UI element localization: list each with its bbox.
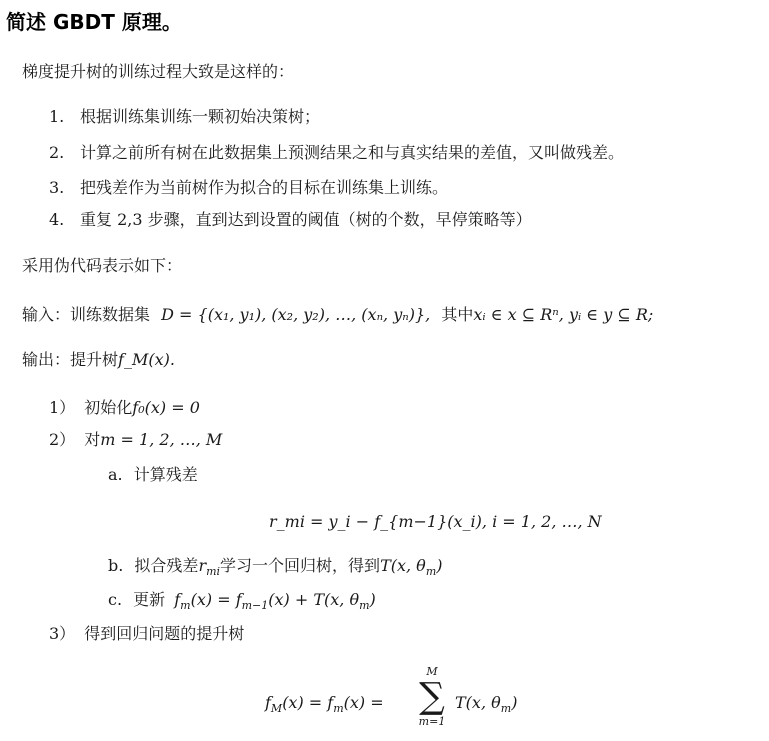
loop-formula: m = 1, 2, …, M: [100, 430, 223, 449]
step-number: 4.: [49, 210, 65, 229]
output-label: 输出：提升树: [22, 350, 119, 369]
algo-step-text: 对: [84, 430, 101, 449]
output-line: [22, 350, 175, 370]
substep-text: 拟合残差: [134, 556, 199, 575]
input-label: 输入：训练数据集: [22, 305, 151, 324]
step-text: 把残差作为当前树作为拟合的目标在训练集上训练。: [80, 178, 449, 197]
step-number: 1.: [49, 107, 65, 126]
algo-step-2: [49, 430, 222, 450]
page-title: 简述 GBDT 原理。: [6, 10, 182, 34]
algo-step-3: [49, 624, 244, 644]
step-text: 根据训练集训练一颗初始决策树；: [80, 107, 321, 126]
output-formula: f_M(x).: [118, 350, 175, 369]
step-number: 2.: [49, 143, 65, 162]
step-number: 3.: [49, 178, 65, 197]
input-dataset-formula: D = {(x₁, y₁), (x₂, y₂), …, (xₙ, yₙ)},: [161, 305, 431, 324]
substep-letter: b.: [108, 556, 124, 575]
sum-upper-limit: M: [426, 665, 438, 678]
sum-lower-limit: m=1: [418, 715, 446, 728]
final-rhs: T(x, $\theta_m$): [455, 693, 518, 716]
algo-step-number: 2）: [49, 430, 76, 449]
substep-letter: a.: [108, 465, 123, 484]
residual-equation: r_mi = y_i − f_{m−1}(x_i), i = 1, 2, …, N: [269, 512, 602, 531]
substep-text: 计算残差: [133, 465, 198, 484]
step-text: 重复 2,3 步骤，直到达到设置的阈值（树的个数，早停策略等）: [80, 210, 532, 229]
algo-step-1: [49, 398, 200, 418]
pseudo-intro: 采用伪代码表示如下：: [22, 256, 183, 275]
substep-b: b. 拟合残差$r_{mi}$学习一个回归树，得到T(x, $\theta_m$): [108, 556, 443, 579]
algo-step-text: 初始化: [84, 398, 133, 417]
substep-text: 更新: [133, 590, 166, 609]
algo-step-number: 1）: [49, 398, 76, 417]
final-lhs: $f_M(x) = f_m(x)$ =: [265, 693, 384, 716]
summation-symbol: [410, 666, 454, 728]
algo-step-text: 得到回归问题的提升树: [84, 624, 245, 643]
input-where-text: 其中: [441, 305, 474, 324]
algo-step-number: 3）: [49, 624, 76, 643]
substep-c: c. 更新 $f_m(x) = f_{m-1}(x) + T(x$, $\theta_m$): [108, 590, 376, 613]
step-text: 计算之前所有树在此数据集上预测结果之和与真实结果的差值，又叫做残差。: [80, 143, 625, 162]
input-line: [22, 305, 653, 325]
substep-letter: c.: [108, 590, 123, 609]
sigma-icon: ∑: [419, 676, 445, 717]
substep-a: [108, 465, 198, 485]
input-condition-formula: xᵢ ∈ x ⊆ Rⁿ, yᵢ ∈ y ⊆ R;: [473, 305, 654, 324]
intro-text: 梯度提升树的训练过程大致是这样的：: [22, 62, 295, 81]
init-formula: f₀(x) = 0: [132, 398, 200, 417]
substep-text-mid: 学习一个回归树，得到: [220, 556, 381, 575]
